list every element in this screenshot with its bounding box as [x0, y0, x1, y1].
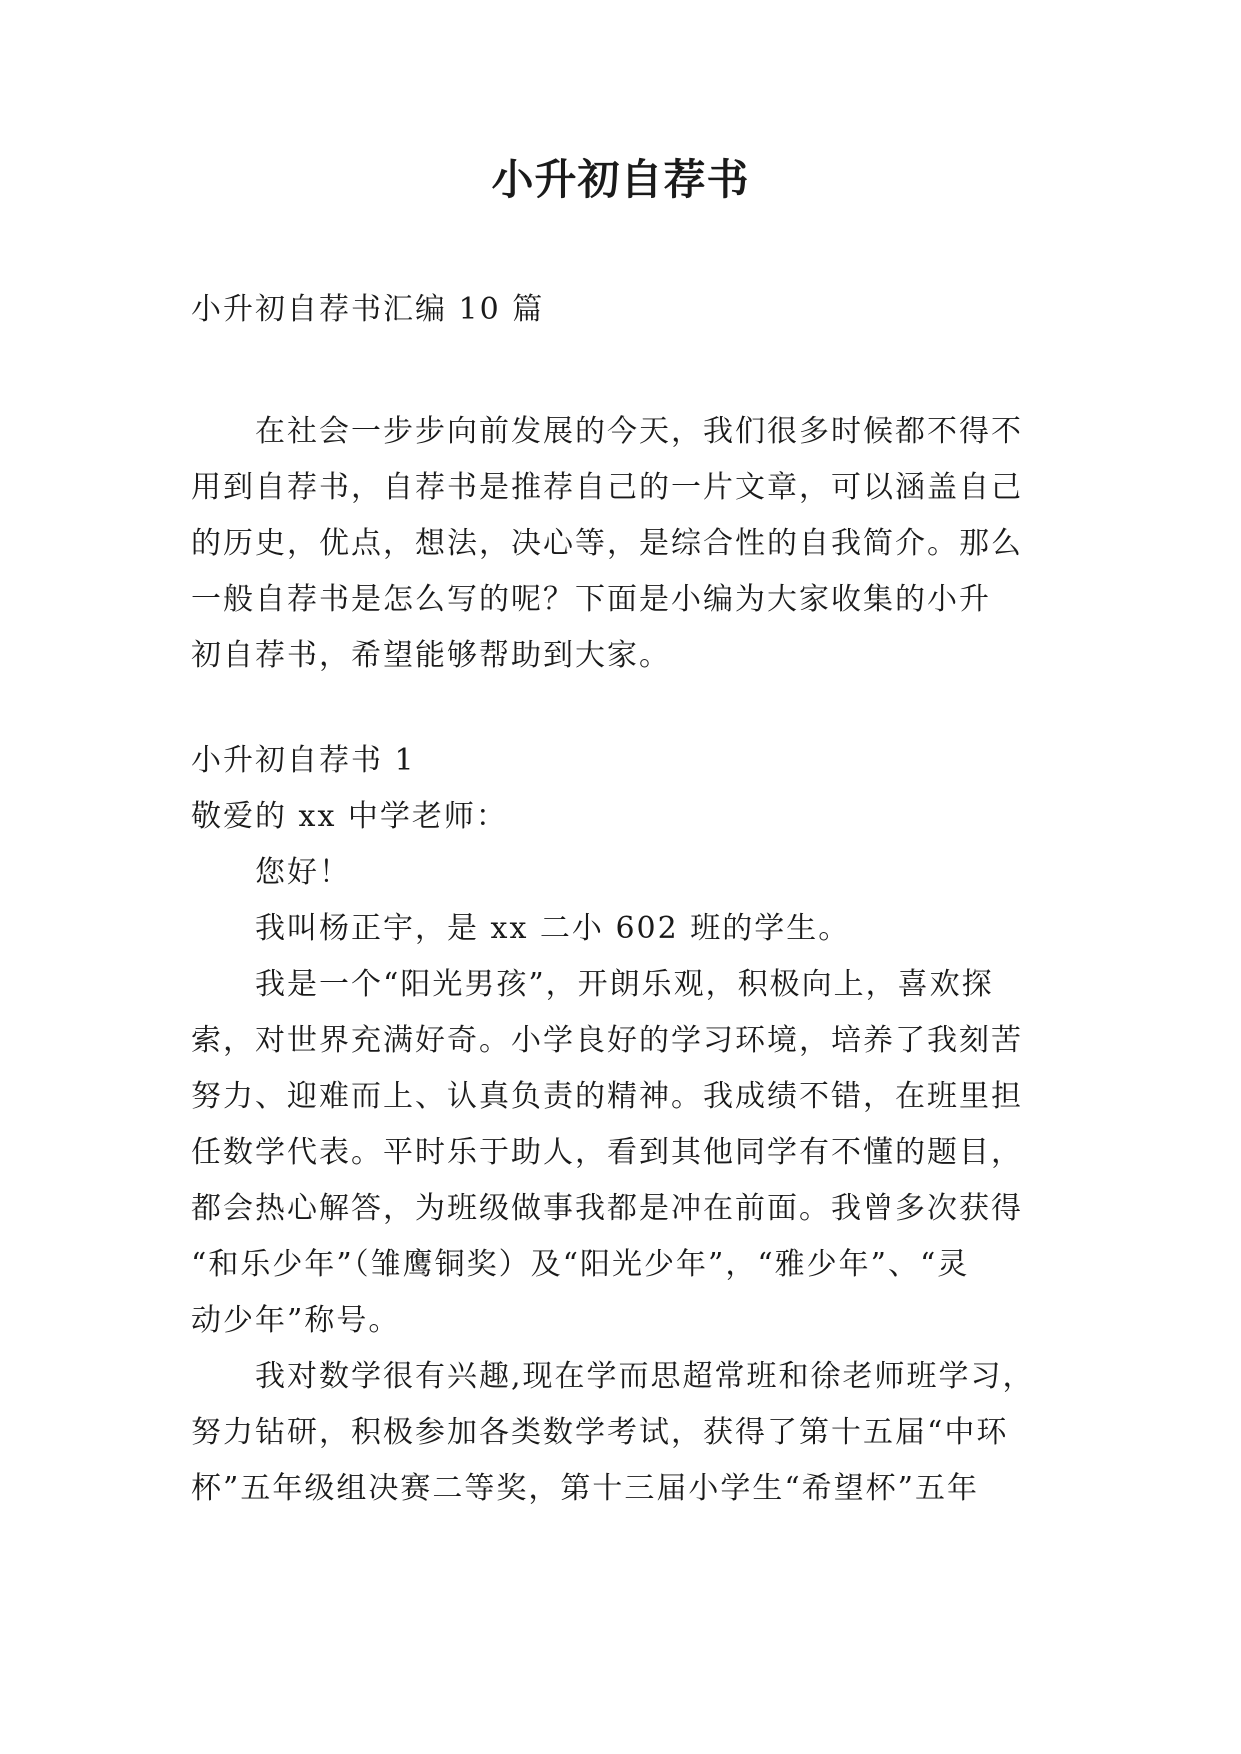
- intro-line: 一般自荐书是怎么写的呢？下面是小编为大家收集的小升: [191, 582, 991, 617]
- paragraph-line: 我是一个“阳光男孩”，开朗乐观，积极向上，喜欢探: [255, 967, 994, 1002]
- paragraph-line: “和乐少年”（雏鹰铜奖）及“阳光少年”，“雅少年”、“灵: [191, 1247, 970, 1282]
- paragraph-line: 任数学代表。平时乐于助人，看到其他同学有不懂的题目，: [191, 1135, 1023, 1170]
- section-1: [191, 733, 1051, 1517]
- page-title: 小升初自荐书: [491, 155, 750, 204]
- paragraph-line: 努力、迎难而上、认真负责的精神。我成绩不错，在班里担: [191, 1079, 1023, 1114]
- intro-line: 的历史，优点，想法，决心等，是综合性的自我简介。那么: [191, 526, 1023, 561]
- paragraph-line: 都会热心解答，为班级做事我都是冲在前面。我曾多次获得: [191, 1191, 1023, 1226]
- paragraph-line: 努力钻研，积极参加各类数学考试，获得了第十五届“中环: [191, 1415, 1009, 1450]
- section-heading: 小升初自荐书 1: [191, 743, 416, 778]
- paragraph-line: 索，对世界充满好奇。小学良好的学习环境，培养了我刻苦: [191, 1023, 1023, 1058]
- intro-paragraph: [191, 404, 1051, 684]
- salutation: 敬爱的 xx 中学老师：: [191, 799, 508, 834]
- greeting: 您好！: [255, 855, 351, 890]
- self-intro: 我叫杨正宇，是 xx 二小 602 班的学生。: [255, 911, 851, 946]
- intro-line: 用到自荐书，自荐书是推荐自己的一片文章，可以涵盖自己: [191, 470, 1023, 505]
- paragraph-line: 杯”五年级组决赛二等奖，第十三届小学生“希望杯”五年: [191, 1471, 980, 1506]
- paragraph-line: 我对数学很有兴趣,现在学而思超常班和徐老师班学习，: [255, 1359, 1035, 1394]
- paragraph-line: 动少年”称号。: [191, 1303, 401, 1338]
- document-subtitle: 小升初自荐书汇编 10 篇: [191, 292, 545, 327]
- intro-line: 初自荐书，希望能够帮助到大家。: [191, 638, 671, 673]
- intro-line: 在社会一步步向前发展的今天，我们很多时候都不得不: [255, 414, 1023, 449]
